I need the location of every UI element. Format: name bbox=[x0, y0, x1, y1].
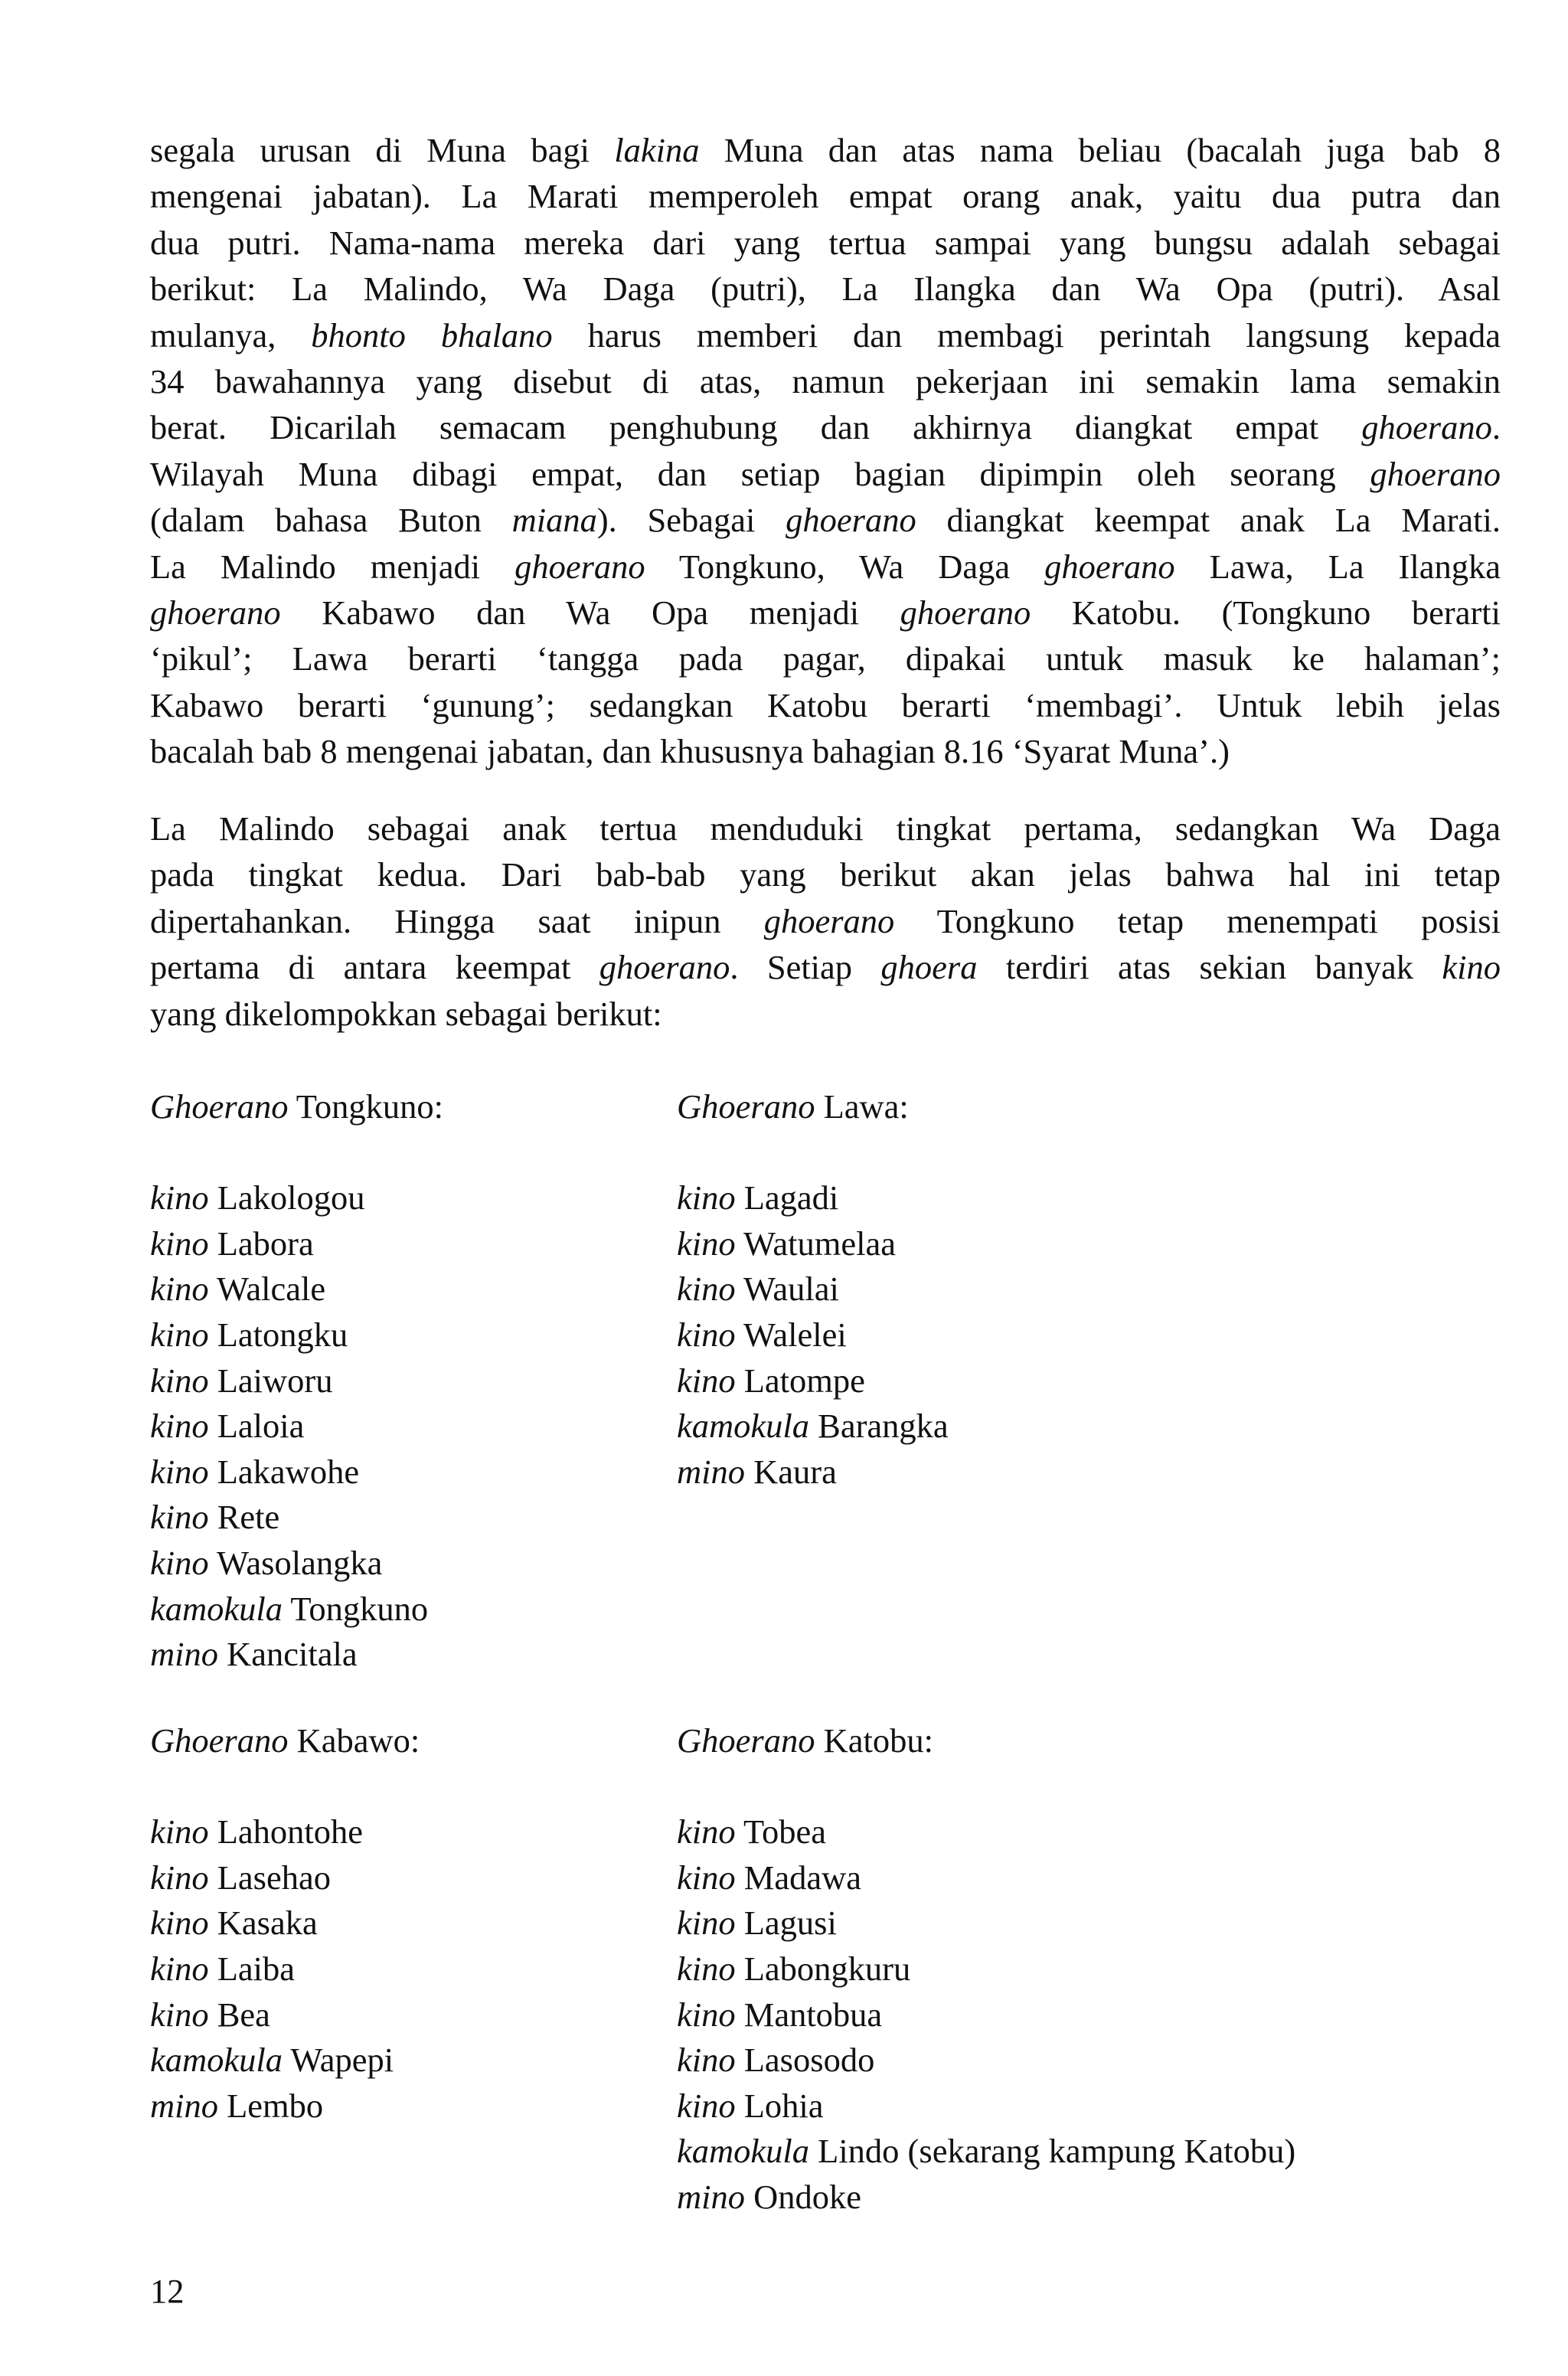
list-item bbox=[677, 1855, 1295, 1901]
text-run: dipertahankan. Hingga saat inipun bbox=[150, 901, 764, 940]
text-run: dua putri. Nama-nama mereka dari yang tertua sampai yang bungsu adalah sebagai bbox=[150, 223, 1501, 262]
item-name: Waulai bbox=[743, 1270, 839, 1309]
item-type: kino bbox=[677, 2086, 736, 2125]
page-number: 12 bbox=[150, 2272, 185, 2310]
group-list bbox=[677, 1809, 1295, 2220]
list-item bbox=[677, 1266, 949, 1312]
list-item bbox=[150, 1541, 443, 1587]
text-line bbox=[150, 266, 1501, 312]
group-lawa bbox=[677, 1084, 949, 1495]
item-name: Lahontohe bbox=[217, 1812, 364, 1851]
italic-term: ghoerano bbox=[1370, 454, 1501, 493]
item-type: kino bbox=[677, 2041, 736, 2080]
item-type: mino bbox=[150, 2086, 218, 2125]
item-type: kamokula bbox=[677, 2132, 810, 2171]
group-heading: Ghoerano Tongkuno: bbox=[150, 1087, 443, 1126]
italic-term: kino bbox=[1442, 948, 1501, 987]
list-item bbox=[150, 1221, 443, 1267]
item-type: kino bbox=[677, 1904, 736, 1943]
item-name: Lasosodo bbox=[743, 2041, 875, 2080]
item-name: Laloia bbox=[217, 1407, 305, 1446]
paragraph-2 bbox=[150, 806, 1501, 1037]
text-run: berat. Dicarilah semacam penghubung dan akhirnya diangkat empat bbox=[150, 408, 1362, 447]
list-item bbox=[677, 1449, 949, 1495]
text-line bbox=[150, 312, 1501, 358]
item-name: Walelei bbox=[743, 1315, 847, 1354]
item-name: Tobea bbox=[743, 1812, 827, 1851]
list-item bbox=[150, 1404, 443, 1449]
group-heading: Ghoerano Kabawo: bbox=[150, 1721, 420, 1760]
text-line bbox=[150, 220, 1501, 266]
italic-term: ghoerano bbox=[786, 501, 916, 540]
list-item bbox=[150, 2038, 420, 2083]
italic-term: ghoerano bbox=[900, 593, 1031, 632]
item-name: Bea bbox=[217, 1995, 270, 2034]
list-item bbox=[150, 1449, 443, 1495]
item-type: kino bbox=[677, 1361, 736, 1400]
text-run: Kabawo dan Wa Opa menjadi bbox=[280, 593, 900, 632]
list-item bbox=[677, 1404, 949, 1449]
item-name: Laiba bbox=[217, 1949, 296, 1988]
text-run: ). Sebagai bbox=[596, 501, 786, 540]
text-run: La Malindo sebagai anak tertua menduduki tingkat pertama, sedangkan Wa Daga bbox=[150, 809, 1501, 848]
text-line bbox=[150, 898, 1501, 944]
text-run: diangkat keempat anak La Marati. bbox=[916, 501, 1501, 540]
item-type: kino bbox=[150, 1904, 209, 1943]
group-tongkuno bbox=[150, 1084, 443, 1678]
text-line bbox=[150, 404, 1501, 450]
item-name: Lindo (sekarang kampung Katobu) bbox=[818, 2132, 1296, 2171]
item-name: Labongkuru bbox=[743, 1949, 911, 1988]
list-item bbox=[150, 1900, 420, 1946]
item-type: kino bbox=[150, 1270, 209, 1309]
item-name: Kasaka bbox=[217, 1904, 318, 1943]
list-item bbox=[150, 1175, 443, 1221]
group-heading: Ghoerano Lawa: bbox=[677, 1087, 909, 1126]
paragraph-1 bbox=[150, 127, 1501, 775]
text-run: harus memberi dan membagi perintah langsung kepada bbox=[552, 315, 1501, 355]
text-run: 34 bawahannya yang disebut di atas, namun pekerjaan ini semakin lama semakin bbox=[150, 362, 1501, 401]
item-type: kino bbox=[150, 1543, 209, 1582]
item-type: kino bbox=[150, 1224, 209, 1263]
text-run: Wilayah Muna dibagi empat, dan setiap bagian dipimpin oleh seorang bbox=[150, 454, 1370, 493]
item-name: Lohia bbox=[743, 2086, 824, 2125]
item-name: Lembo bbox=[227, 2086, 324, 2125]
group-katobu bbox=[677, 1718, 1295, 2221]
item-name: Madawa bbox=[743, 1858, 861, 1897]
group-list bbox=[150, 1809, 420, 2129]
text-run: Tongkuno tetap menempati posisi bbox=[894, 901, 1501, 940]
item-name: Tongkuno bbox=[290, 1589, 429, 1628]
text-line bbox=[150, 851, 1501, 897]
item-type: kino bbox=[150, 1407, 209, 1446]
text-run: berikut: La Malindo, Wa Daga (putri), La Ilangka dan Wa Opa (putri). Asal bbox=[150, 270, 1501, 309]
item-type: kino bbox=[150, 1178, 209, 1217]
item-name: Kancitala bbox=[227, 1635, 358, 1674]
text-run: (dalam bahasa Buton bbox=[150, 501, 512, 540]
text-line bbox=[150, 806, 1501, 851]
list-item bbox=[150, 1587, 443, 1632]
text-line bbox=[150, 944, 1501, 990]
item-type: mino bbox=[677, 1452, 745, 1491]
list-item bbox=[677, 1358, 949, 1404]
text-run: yang dikelompokkan sebagai berikut: bbox=[150, 994, 662, 1033]
item-name: Lakologou bbox=[217, 1178, 365, 1217]
item-type: kino bbox=[677, 1270, 736, 1309]
item-name: Laiworu bbox=[217, 1361, 333, 1400]
text-line bbox=[150, 636, 1501, 681]
text-line bbox=[150, 728, 1501, 774]
list-item bbox=[677, 1900, 1295, 1946]
item-name: Ondoke bbox=[753, 2177, 862, 2216]
group-list bbox=[150, 1175, 443, 1678]
text-run: La Malindo menjadi bbox=[150, 547, 515, 586]
item-type: kino bbox=[150, 1315, 209, 1354]
item-name: Watumelaa bbox=[743, 1224, 896, 1263]
item-name: Lagadi bbox=[743, 1178, 839, 1217]
list-item bbox=[150, 1946, 420, 1992]
item-name: Kaura bbox=[753, 1452, 837, 1491]
list-item bbox=[150, 1855, 420, 1901]
item-type: kino bbox=[150, 1949, 209, 1988]
text-run: pada tingkat kedua. Dari bab-bab yang berikut akan jelas bahwa hal ini tetap bbox=[150, 855, 1501, 894]
item-name: Labora bbox=[217, 1224, 314, 1263]
text-line bbox=[150, 991, 1501, 1037]
text-line bbox=[150, 173, 1501, 219]
item-type: kino bbox=[150, 1361, 209, 1400]
item-name: Lasehao bbox=[217, 1858, 332, 1897]
item-name: Lakawohe bbox=[217, 1452, 360, 1491]
item-type: kino bbox=[677, 1224, 736, 1263]
list-item bbox=[677, 1992, 1295, 2038]
group-kabawo bbox=[150, 1718, 420, 2129]
text-run: bacalah bab 8 mengenai jabatan, dan khususnya bahagian 8.16 ‘Syarat Muna’.) bbox=[150, 732, 1230, 771]
list-item bbox=[677, 2038, 1295, 2083]
text-line bbox=[150, 497, 1501, 543]
text-run: . Setiap bbox=[730, 948, 881, 987]
group-list bbox=[677, 1175, 949, 1495]
text-run: terdiri atas sekian banyak bbox=[977, 948, 1442, 987]
list-item bbox=[150, 1358, 443, 1404]
item-type: kino bbox=[150, 1812, 209, 1851]
text-run: Tongkuno, Wa Daga bbox=[645, 547, 1045, 586]
list-item bbox=[150, 1495, 443, 1541]
list-item bbox=[150, 1632, 443, 1678]
item-type: mino bbox=[150, 1635, 218, 1674]
item-name: Latongku bbox=[217, 1315, 348, 1354]
list-item bbox=[150, 1312, 443, 1358]
italic-term: lakina bbox=[614, 131, 700, 169]
item-name: Latompe bbox=[743, 1361, 865, 1400]
item-type: kamokula bbox=[150, 2041, 283, 2080]
item-name: Wasolangka bbox=[216, 1543, 383, 1582]
text-run: Kabawo berarti ‘gunung’; sedangkan Katobu berarti ‘membagi’. Untuk lebih jelas bbox=[150, 685, 1501, 724]
list-item bbox=[150, 2083, 420, 2129]
item-name: Mantobua bbox=[743, 1995, 883, 2034]
list-item bbox=[677, 2129, 1295, 2175]
italic-term: ghoerano bbox=[763, 901, 895, 940]
item-type: kino bbox=[150, 1995, 209, 2034]
list-item bbox=[150, 1809, 420, 1855]
item-name: Lagusi bbox=[743, 1904, 837, 1943]
text-line bbox=[150, 682, 1501, 728]
italic-term: ghoerano bbox=[1361, 408, 1492, 447]
list-item bbox=[150, 1266, 443, 1312]
item-type: kino bbox=[150, 1452, 209, 1491]
item-type: kino bbox=[150, 1858, 209, 1897]
italic-term: ghoerano bbox=[599, 948, 730, 987]
list-item bbox=[677, 1175, 949, 1221]
item-type: kamokula bbox=[150, 1589, 283, 1628]
item-name: Rete bbox=[217, 1498, 280, 1537]
item-type: kino bbox=[677, 1812, 736, 1851]
text-run: Katobu. (Tongkuno berarti bbox=[1031, 593, 1501, 632]
text-line bbox=[150, 544, 1501, 590]
list-item bbox=[677, 1312, 949, 1358]
item-name: Barangka bbox=[818, 1407, 949, 1446]
italic-term: ghoerano bbox=[514, 547, 645, 586]
italic-term: ghoerano bbox=[1044, 547, 1175, 586]
text-run: mengenai jabatan). La Marati memperoleh empat orang anak, yaitu dua putra dan bbox=[150, 177, 1501, 216]
text-run: . bbox=[1491, 408, 1501, 447]
italic-term: miana bbox=[511, 501, 597, 540]
item-type: kino bbox=[677, 1315, 736, 1354]
text-line bbox=[150, 590, 1501, 636]
item-type: mino bbox=[677, 2177, 745, 2216]
italic-term: ghoera bbox=[880, 948, 978, 987]
text-run: pertama di antara keempat bbox=[150, 948, 599, 987]
text-line bbox=[150, 358, 1501, 404]
item-type: kino bbox=[150, 1498, 209, 1537]
list-item bbox=[677, 1221, 949, 1267]
item-type: kino bbox=[677, 1178, 736, 1217]
group-heading: Ghoerano Katobu: bbox=[677, 1721, 933, 1760]
item-type: kino bbox=[677, 1858, 736, 1897]
italic-term: ghoerano bbox=[150, 593, 281, 632]
item-type: kamokula bbox=[677, 1407, 810, 1446]
list-item bbox=[150, 1992, 420, 2038]
text-run: segala urusan di Muna bagi bbox=[150, 131, 615, 169]
text-run: Lawa, La Ilangka bbox=[1174, 547, 1501, 586]
list-item bbox=[677, 2083, 1295, 2129]
list-item bbox=[677, 1809, 1295, 1855]
text-line bbox=[150, 451, 1501, 497]
item-type: kino bbox=[677, 1995, 736, 2034]
italic-term: bhonto bhalano bbox=[311, 315, 553, 355]
item-name: Walcale bbox=[216, 1270, 326, 1309]
text-run: mulanya, bbox=[150, 315, 312, 355]
list-item bbox=[677, 2175, 1295, 2221]
text-line bbox=[150, 127, 1501, 173]
text-run: ‘pikul’; Lawa berarti ‘tangga pada pagar, dipakai untuk masuk ke halaman’; bbox=[150, 639, 1501, 678]
item-type: kino bbox=[677, 1949, 736, 1988]
list-item bbox=[677, 1946, 1295, 1992]
item-name: Wapepi bbox=[290, 2041, 394, 2080]
text-run: Muna dan atas nama beliau (bacalah juga bab 8 bbox=[699, 131, 1501, 169]
